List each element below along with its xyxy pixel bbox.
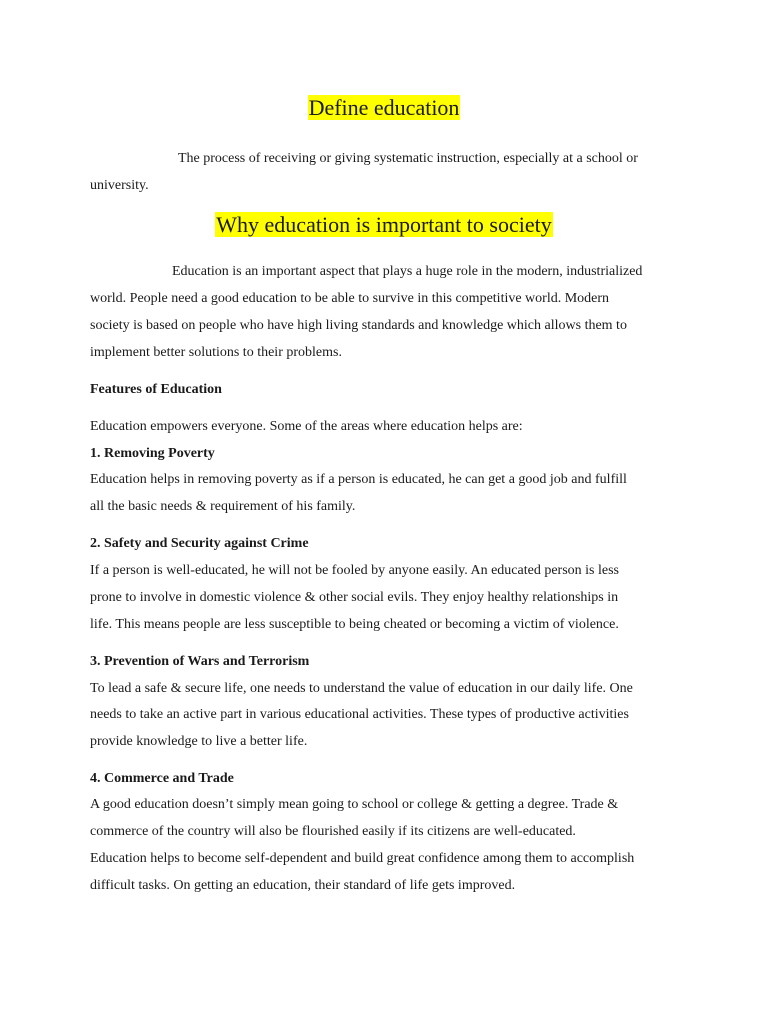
page-title: Define education — [308, 95, 460, 120]
section-2-line-2: prone to involve in domestic violence & other social evils. They enjoy healthy relationships in — [90, 590, 619, 605]
title-define-education-wrap — [0, 93, 768, 123]
section-heading-commerce-trade: 4. Commerce and Trade — [90, 771, 234, 786]
section-3-line-3: provide knowledge to live a better life. — [90, 734, 308, 749]
definition-line-1: The process of receiving or giving systematic instruction, especially at a school or — [178, 151, 638, 166]
importance-line-3: society is based on people who have high living standards and knowledge which allows them to — [90, 318, 627, 333]
section-heading-prevention-wars: 3. Prevention of Wars and Terrorism — [90, 654, 310, 669]
importance-line-1: Education is an important aspect that plays a huge role in the modern, industrialized — [172, 264, 643, 279]
section-3-line-2: needs to take an active part in various educational activities. These types of productive activities — [90, 707, 629, 722]
section-2-line-3: life. This means people are less susceptible to being cheated or becoming a victim of violence. — [90, 617, 619, 632]
importance-line-2: world. People need a good education to be able to survive in this competitive world. Modern — [90, 291, 610, 306]
section-heading-removing-poverty: 1. Removing Poverty — [90, 446, 215, 461]
section-2-line-1: If a person is well-educated, he will not be fooled by anyone easily. An educated person is less — [90, 563, 619, 578]
section-4-line-1: A good education doesn’t simply mean going to school or college & getting a degree. Trade & — [90, 797, 619, 812]
features-heading: Features of Education — [90, 382, 222, 397]
section-heading-safety-security: 2. Safety and Security against Crime — [90, 536, 309, 551]
section-3-line-1: To lead a safe & secure life, one needs to understand the value of education in our daily life. One — [90, 681, 633, 696]
definition-line-2: university. — [90, 178, 149, 193]
features-intro: Education empowers everyone. Some of the areas where education helps are: — [90, 419, 523, 434]
section-4-line-2: commerce of the country will also be flourished easily if its citizens are well-educated. — [90, 824, 576, 839]
title-importance-wrap — [0, 210, 768, 240]
section-1-line-1: Education helps in removing poverty as if a person is educated, he can get a good job and fulfill — [90, 472, 627, 487]
section-title-importance: Why education is important to society — [216, 212, 552, 237]
section-4-line-4: difficult tasks. On getting an education, their standard of life gets improved. — [90, 878, 516, 893]
section-1-line-2: all the basic needs & requirement of his family. — [90, 499, 356, 514]
section-4-line-3: Education helps to become self-dependent and build great confidence among them to accomplish — [90, 851, 635, 866]
importance-line-4: implement better solutions to their problems. — [90, 345, 342, 360]
